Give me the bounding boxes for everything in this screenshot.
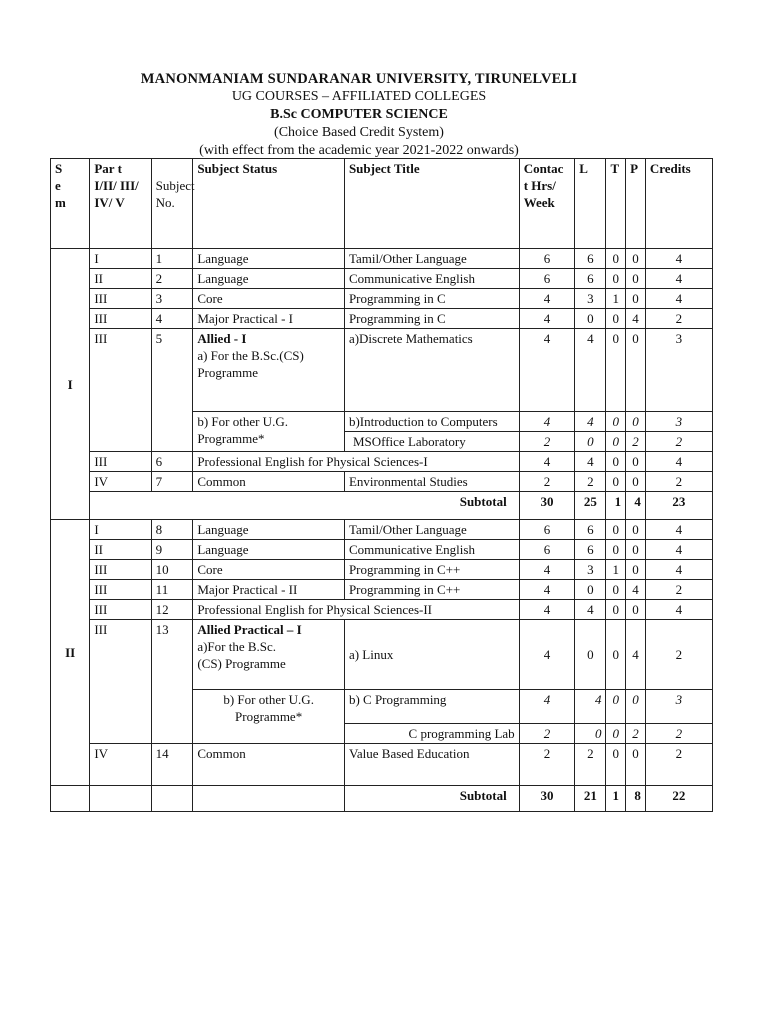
- subject-no-cell: 6: [151, 452, 193, 472]
- credits-cell: 2: [645, 309, 712, 329]
- subtotal-label: Subtotal: [90, 492, 519, 520]
- title-cell: Communicative English: [344, 540, 519, 560]
- subject-no-cell: 8: [151, 520, 193, 540]
- t-cell: 1: [606, 560, 626, 580]
- part-cell: IV: [90, 744, 151, 786]
- table-row: [51, 540, 713, 560]
- credits-cell: 2: [645, 580, 712, 600]
- system-line: (Choice Based Credit System): [274, 125, 444, 140]
- status-cell: Professional English for Physical Sciences-I: [193, 452, 519, 472]
- allied-option-b: b) For other U.G. Programme*: [193, 412, 345, 452]
- empty-cell: [51, 786, 90, 812]
- hrs-cell: 4: [519, 690, 575, 724]
- subtotal-hrs: 30: [519, 492, 575, 520]
- part-cell: III: [90, 289, 151, 309]
- l-cell: 0: [575, 620, 606, 690]
- program-title: B.Sc COMPUTER SCIENCE: [270, 107, 448, 122]
- status-cell: Core: [193, 289, 345, 309]
- title-cell: Tamil/Other Language: [344, 249, 519, 269]
- p-cell: 0: [626, 744, 646, 786]
- table-row: [51, 580, 713, 600]
- credits-cell: 4: [645, 600, 712, 620]
- hrs-cell: 4: [519, 412, 575, 432]
- table-row: [51, 472, 713, 492]
- subtotal-l: 21: [575, 786, 606, 812]
- table-row: [51, 269, 713, 289]
- col-t: T: [606, 159, 626, 249]
- col-sem: S e m: [51, 159, 90, 249]
- status-cell: Language: [193, 520, 345, 540]
- l-cell: 4: [575, 329, 606, 412]
- table-row: [51, 309, 713, 329]
- subject-no-cell: 13: [151, 620, 193, 744]
- semester-label: I: [51, 249, 90, 520]
- courses-line: UG COURSES – AFFILIATED COLLEGES: [231, 89, 487, 104]
- allied-option-a: a) For the B.Sc.(CS) Programme: [197, 348, 304, 380]
- hrs-cell: 4: [519, 620, 575, 690]
- title-cell: Tamil/Other Language: [344, 520, 519, 540]
- p-cell: 0: [626, 289, 646, 309]
- l-cell: 2: [575, 472, 606, 492]
- hrs-cell: 2: [519, 472, 575, 492]
- col-l: L: [575, 159, 606, 249]
- t-cell: 0: [606, 540, 626, 560]
- title-cell: b) C Programming: [344, 690, 519, 724]
- hrs-cell: 6: [519, 540, 575, 560]
- l-cell: 6: [575, 540, 606, 560]
- t-cell: 0: [606, 690, 626, 724]
- subject-no-cell: 4: [151, 309, 193, 329]
- credits-cell: 4: [645, 289, 712, 309]
- status-cell: Language: [193, 540, 345, 560]
- status-cell: [193, 329, 345, 412]
- syllabus-table: [50, 158, 713, 812]
- hrs-cell: 2: [519, 744, 575, 786]
- p-cell: 0: [626, 452, 646, 472]
- t-cell: 0: [606, 724, 626, 744]
- part-cell: I: [90, 520, 151, 540]
- table-row: [51, 744, 713, 786]
- subject-no-cell: 1: [151, 249, 193, 269]
- part-cell: II: [90, 269, 151, 289]
- l-cell: 6: [575, 520, 606, 540]
- hrs-cell: 4: [519, 452, 575, 472]
- col-title: Subject Title: [344, 159, 519, 249]
- empty-cell: [151, 786, 193, 812]
- subtotal-p: 4: [626, 492, 646, 520]
- table-row: [51, 560, 713, 580]
- p-cell: 0: [626, 540, 646, 560]
- title-cell: Environmental Studies: [344, 472, 519, 492]
- hrs-cell: 4: [519, 309, 575, 329]
- semester-label: II: [51, 520, 90, 786]
- subtotal-hrs: 30: [519, 786, 575, 812]
- p-cell: 2: [626, 432, 646, 452]
- l-cell: 0: [575, 432, 606, 452]
- t-cell: 0: [606, 432, 626, 452]
- hrs-cell: 6: [519, 520, 575, 540]
- t-cell: 0: [606, 412, 626, 432]
- t-cell: 0: [606, 329, 626, 412]
- p-cell: 0: [626, 249, 646, 269]
- credits-cell: 3: [645, 412, 712, 432]
- title-cell: Programming in C: [344, 309, 519, 329]
- table-row: [51, 289, 713, 309]
- title-cell: C programming Lab: [344, 724, 519, 744]
- part-cell: III: [90, 620, 151, 744]
- subject-no-cell: 14: [151, 744, 193, 786]
- credits-cell: 4: [645, 269, 712, 289]
- l-cell: 0: [575, 724, 606, 744]
- part-cell: III: [90, 309, 151, 329]
- l-cell: 4: [575, 690, 606, 724]
- p-cell: 2: [626, 724, 646, 744]
- subject-no-cell: 7: [151, 472, 193, 492]
- hrs-cell: 4: [519, 580, 575, 600]
- table-header-row: [51, 159, 713, 249]
- col-contact: Contac t Hrs/ Week: [519, 159, 575, 249]
- document-header: [0, 70, 768, 160]
- p-cell: 0: [626, 269, 646, 289]
- p-cell: 4: [626, 580, 646, 600]
- hrs-cell: 6: [519, 269, 575, 289]
- col-part: Par t I/II/ III/ IV/ V: [90, 159, 151, 249]
- subject-no-cell: 3: [151, 289, 193, 309]
- l-cell: 4: [575, 452, 606, 472]
- status-cell: [193, 620, 345, 690]
- part-cell: I: [90, 249, 151, 269]
- t-cell: 0: [606, 472, 626, 492]
- credits-cell: 4: [645, 520, 712, 540]
- l-cell: 2: [575, 744, 606, 786]
- part-cell: IV: [90, 472, 151, 492]
- subtotal-label: Subtotal: [344, 786, 519, 812]
- p-cell: 4: [626, 309, 646, 329]
- subtotal-p: 8: [626, 786, 646, 812]
- credits-cell: 4: [645, 249, 712, 269]
- credits-cell: 2: [645, 744, 712, 786]
- l-cell: 3: [575, 560, 606, 580]
- title-cell: Programming in C++: [344, 580, 519, 600]
- table-row: [51, 452, 713, 472]
- title-cell: MSOffice Laboratory: [344, 432, 519, 452]
- hrs-cell: 2: [519, 724, 575, 744]
- t-cell: 0: [606, 249, 626, 269]
- p-cell: 0: [626, 412, 646, 432]
- subject-no-cell: 10: [151, 560, 193, 580]
- col-credits: Credits: [645, 159, 712, 249]
- t-cell: 0: [606, 269, 626, 289]
- credits-cell: 2: [645, 472, 712, 492]
- t-cell: 0: [606, 520, 626, 540]
- p-cell: 0: [626, 560, 646, 580]
- status-cell: Core: [193, 560, 345, 580]
- part-cell: III: [90, 560, 151, 580]
- l-cell: 4: [575, 412, 606, 432]
- table-row: [51, 600, 713, 620]
- subject-no-cell: 11: [151, 580, 193, 600]
- table-row: [51, 520, 713, 540]
- part-cell: III: [90, 600, 151, 620]
- p-cell: 0: [626, 329, 646, 412]
- allied-option-b: b) For other U.G. Programme*: [193, 690, 345, 744]
- status-cell: Major Practical - I: [193, 309, 345, 329]
- title-cell: Communicative English: [344, 269, 519, 289]
- hrs-cell: 4: [519, 560, 575, 580]
- t-cell: 0: [606, 744, 626, 786]
- title-cell: Programming in C++: [344, 560, 519, 580]
- t-cell: 1: [606, 289, 626, 309]
- l-cell: 0: [575, 309, 606, 329]
- title-cell: Value Based Education: [344, 744, 519, 786]
- subtotal-row: [51, 492, 713, 520]
- credits-cell: 2: [645, 432, 712, 452]
- university-title: MANONMANIAM SUNDARANAR UNIVERSITY, TIRUNELVELI: [140, 71, 578, 87]
- status-cell: Common: [193, 472, 345, 492]
- status-cell: Language: [193, 249, 345, 269]
- subtotal-t: 1: [606, 492, 626, 520]
- p-cell: 0: [626, 520, 646, 540]
- credits-cell: 2: [645, 724, 712, 744]
- part-cell: III: [90, 580, 151, 600]
- allied-title: Allied - I: [197, 331, 247, 346]
- empty-cell: [193, 786, 345, 812]
- p-cell: 4: [626, 620, 646, 690]
- col-subject-no: Subject No.: [151, 159, 193, 249]
- subject-no-cell: 12: [151, 600, 193, 620]
- credits-cell: 4: [645, 560, 712, 580]
- table-row: [51, 329, 713, 412]
- t-cell: 0: [606, 309, 626, 329]
- credits-cell: 2: [645, 620, 712, 690]
- credits-cell: 3: [645, 329, 712, 412]
- credits-cell: 4: [645, 540, 712, 560]
- l-cell: 6: [575, 269, 606, 289]
- credits-cell: 3: [645, 690, 712, 724]
- hrs-cell: 6: [519, 249, 575, 269]
- part-cell: III: [90, 452, 151, 472]
- p-cell: 0: [626, 472, 646, 492]
- t-cell: 0: [606, 600, 626, 620]
- status-cell: Common: [193, 744, 345, 786]
- col-p: P: [626, 159, 646, 249]
- part-cell: II: [90, 540, 151, 560]
- subject-no-cell: 2: [151, 269, 193, 289]
- table-row: [51, 620, 713, 690]
- title-cell: Programming in C: [344, 289, 519, 309]
- hrs-cell: 4: [519, 329, 575, 412]
- p-cell: 0: [626, 600, 646, 620]
- p-cell: 0: [626, 690, 646, 724]
- part-cell: III: [90, 329, 151, 452]
- allied-title: Allied Practical – I: [197, 622, 302, 637]
- subject-no-cell: 5: [151, 329, 193, 452]
- subtotal-credits: 23: [645, 492, 712, 520]
- hrs-cell: 4: [519, 600, 575, 620]
- subtotal-credits: 22: [645, 786, 712, 812]
- title-cell: b)Introduction to Computers: [344, 412, 519, 432]
- l-cell: 4: [575, 600, 606, 620]
- subject-no-cell: 9: [151, 540, 193, 560]
- effect-line: (with effect from the academic year 2021-2022 onwards): [199, 143, 519, 158]
- t-cell: 0: [606, 620, 626, 690]
- title-cell: a)Discrete Mathematics: [344, 329, 519, 412]
- allied-option-a: a)For the B.Sc.(CS) Programme: [197, 639, 286, 671]
- status-cell: Professional English for Physical Sciences-II: [193, 600, 519, 620]
- title-cell: a) Linux: [344, 620, 519, 690]
- t-cell: 0: [606, 580, 626, 600]
- credits-cell: 4: [645, 452, 712, 472]
- l-cell: 3: [575, 289, 606, 309]
- subtotal-l: 25: [575, 492, 606, 520]
- hrs-cell: 4: [519, 289, 575, 309]
- l-cell: 6: [575, 249, 606, 269]
- hrs-cell: 2: [519, 432, 575, 452]
- status-cell: Major Practical - II: [193, 580, 345, 600]
- subtotal-row: [51, 786, 713, 812]
- subtotal-t: 1: [606, 786, 626, 812]
- col-status: Subject Status: [193, 159, 345, 249]
- t-cell: 0: [606, 452, 626, 472]
- l-cell: 0: [575, 580, 606, 600]
- status-cell: Language: [193, 269, 345, 289]
- table-row: [51, 249, 713, 269]
- empty-cell: [90, 786, 151, 812]
